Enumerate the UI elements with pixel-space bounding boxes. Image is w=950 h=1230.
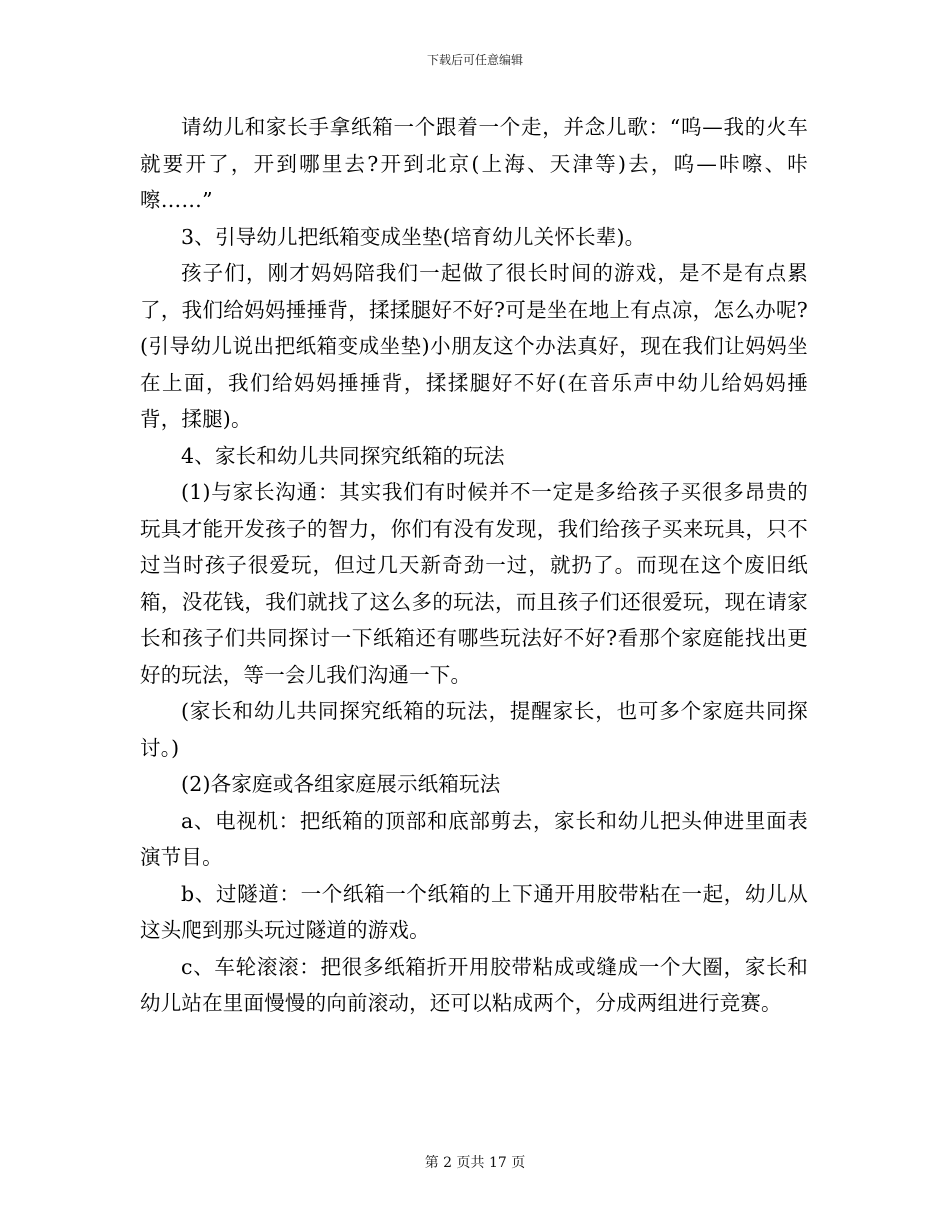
- paragraph-cushion: 孩子们，刚才妈妈陪我们一起做了很长时间的游戏，是不是有点累了，我们给妈妈捶捶背，揉揉腿好不好?可是坐在地上有点凉，怎么办呢?(引导幼儿说出把纸箱变成坐垫)小朋友这个办法真好，现在我们让妈妈坐在上面，我们给妈妈捶捶背，揉揉腿好不好(在音乐声中幼儿给妈妈捶背，揉腿)。: [140, 261, 808, 431]
- page-header: 下载后可任意编辑: [426, 53, 523, 67]
- subheading-showcase: (2)各家庭或各组家庭展示纸箱玩法: [181, 772, 501, 796]
- page-number: 第 2 页共 17 页: [424, 1155, 526, 1171]
- paragraph-explore-note: (家长和幼儿共同探究纸箱的玩法，提醒家长，也可多个家庭共同探讨。): [140, 699, 808, 760]
- list-item-wheel: c、车轮滚滚：把很多纸箱折开用胶带粘成或缝成一个大圈，家长和幼儿站在里面慢慢的向前滚动，还可以粘成两个，分成两组进行竞赛。: [140, 954, 808, 1015]
- paragraph-train-song: 请幼儿和家长手拿纸箱一个跟着一个走，并念儿歌：“呜—我的火车就要开了，开到哪里去?开到北京(上海、天津等)去，呜—咔嚓、咔嚓……”: [140, 115, 808, 212]
- document-body: [140, 109, 808, 1022]
- section-heading-4: 4、家长和幼儿共同探究纸箱的玩法: [181, 443, 505, 468]
- section-heading-3: 3、引导幼儿把纸箱变成坐垫(培育幼儿关怀长辈)。: [181, 224, 646, 249]
- list-item-tv: a、电视机：把纸箱的顶部和底部剪去，家长和幼儿把头伸进里面表演节目。: [140, 808, 808, 869]
- paragraph-parent-communication: (1)与家长沟通：其实我们有时候并不一定是多给孩子买很多昂贵的玩具才能开发孩子的智力，你们有没有发现，我们给孩子买来玩具，只不过当时孩子很爱玩，但过几天新奇劲一过，就扔了。而现在这个废旧纸箱，没花钱，我们就找了这么多的玩法，而且孩子们还很爱玩，现在请家长和孩子们共同探讨一下纸箱还有哪些玩法好不好?看那个家庭能找出更好的玩法，等一会儿我们沟通一下。: [140, 480, 808, 687]
- list-item-tunnel: b、过隧道：一个纸箱一个纸箱的上下通开用胶带粘在一起，幼儿从这头爬到那头玩过隧道的游戏。: [140, 881, 808, 942]
